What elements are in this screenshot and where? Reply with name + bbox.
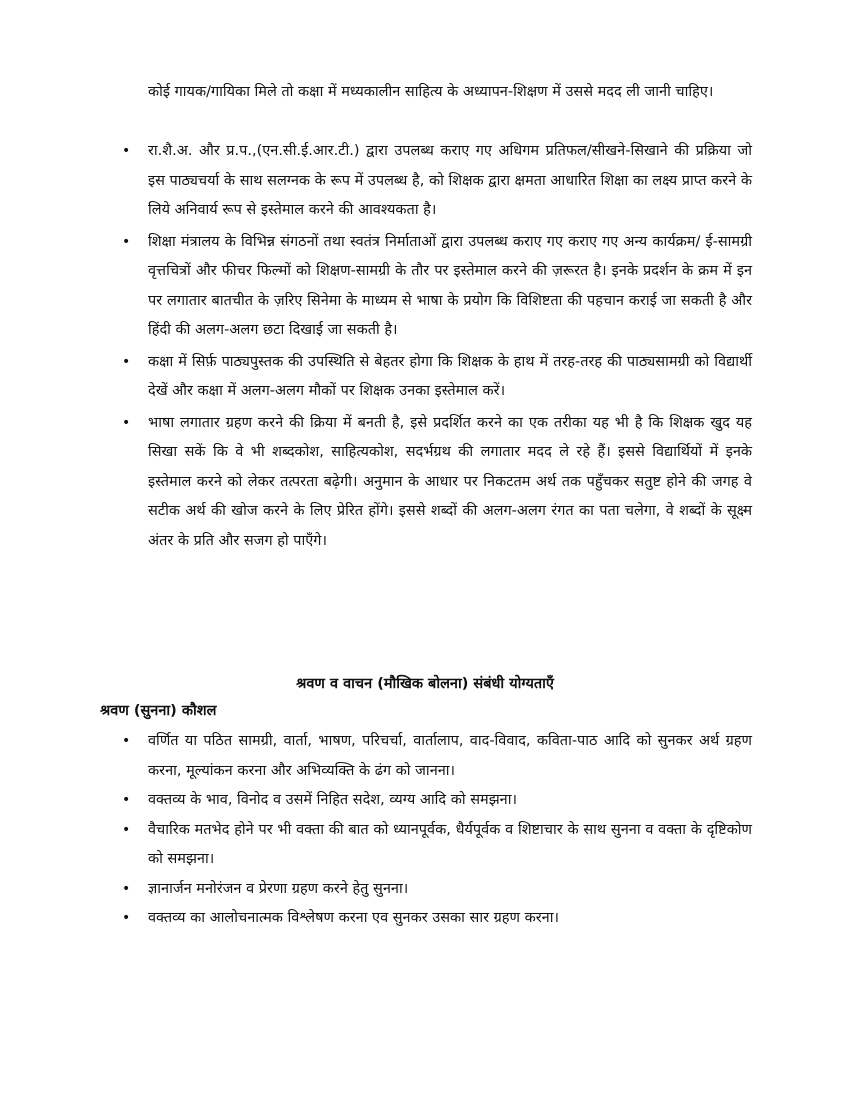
list-item-text: शिक्षा मंत्रालय के विभिन्न संगठनों तथा स्वतंत्र निर्माताओं द्वारा उपलब्ध कराए गए कराए गए अन्य कार्यक्रम/ ई-सामग्री वृत्तचित्रों और फीचर फिल्मों को शिक्षण-सामग्री के तौर पर इस्तेमाल करने की ज़रूरत है। इनके प्रदर्शन के क्रम में इन पर लगातार बातचीत के ज़रिए सिनेमा के माध्यम से भाषा के प्रयोग कि विशिष्टता की पहचान कराई जा सकती है और हिंदी की अलग-अलग छटा दिखाई जा सकती है। [148,233,752,338]
list-item [0,409,850,557]
list-item [0,875,850,905]
list-item-text: वक्तव्य का आलोचनात्मक विश्लेषण करना एव सुनकर उसका सार ग्रहण करना। [148,910,559,926]
list-item-text: कक्षा में सिर्फ़ पाठ्यपुस्तक की उपस्थिति से बेहतर होगा कि शिक्षक के हाथ में तरह-तरह की पाठ्यसामग्री को विद्यार्थी देखें और कक्षा में अलग-अलग मौकों पर शिक्षक उनका इस्तेमाल करें। [148,353,752,399]
bullet-icon: • [122,733,131,749]
subheading: श्रवण (सुनना) कौशल [100,703,217,719]
bullet-icon: • [122,821,131,838]
section-heading: श्रवण व वाचन (मौखिक बोलना) संबंधी योग्यताएँ [296,676,554,692]
listening-bullet-list [0,727,850,934]
bullet-icon: • [122,414,131,431]
list-item-text: भाषा लगातार ग्रहण करने की क्रिया में बनती है, इसे प्रदर्शित करने का एक तरीका यह भी है कि शिक्षक खुद यह सिखा सकें कि वे भी शब्दकोश, साहित्यकोश, सदर्भग्रथ की लगातार मदद ले रहे हैं। इससे विद्यार्थियों में इनके इस्तेमाल करने को लेकर तत्परता बढ़ेगी। अनुमान के आधार पर निकटतम अर्थ तक पहुँचकर सतुष्ट होने की जगह वे सटीक अर्थ की खोज करने के लिए प्रेरित होंगे। इससे शब्दों की अलग-अलग रंगत का पता चलेगा, वे शब्दों के सूक्ष्म अंतर के प्रति और सजग हो पाएँगे। [148,414,752,549]
list-item-text: रा.शै.अ. और प्र.प.,(एन.सी.ई.आर.टी.) द्वारा उपलब्ध कराए गए अधिगम प्रतिफल/सीखने-सिखाने की प्रक्रिया जो इस पाठ्यचर्या के साथ सलग्नक के रूप में उपलब्ध है, को शिक्षक द्वारा क्षमता आधारित शिक्षा का लक्ष्य प्राप्त करने के लिये अनिवार्य रूप से इस्तेमाल करने की आवश्यकता है। [148,143,752,218]
list-item [0,904,850,934]
list-item-text: वर्णित या पठित सामग्री, वार्ता, भाषण, परिचर्चा, वार्तालाप, वाद-विवाद, कविता-पाठ आदि को सुनकर अर्थ ग्रहण करना, मूल्यांकन करना और अभिव्यक्ति के ढंग को जानना। [148,733,752,779]
list-item-text: वक्तव्य के भाव, विनोद व उसमें निहित सदेश, व्यग्य आदि को समझना। [148,792,517,808]
intro-continuation: कोई गायक/गायिका मिले तो कक्षा में मध्यकालीन साहित्य के अध्यापन-शिक्षण में उससे मदद ली जानी चाहिए। [148,84,714,100]
list-item [0,816,850,875]
top-bullet-list [0,137,850,556]
list-item-text: वैचारिक मतभेद होने पर भी वक्ता की बात को ध्यानपूर्वक, धैर्यपूर्वक व शिष्टाचार के साथ सुनना व वक्ता के दृष्टिकोण को समझना। [148,821,752,867]
bullet-icon: • [122,353,131,370]
list-item-text: ज्ञानार्जन मनोरंजन व प्रेरणा ग्रहण करने हेतु सुनना। [148,880,409,897]
bullet-icon: • [122,910,131,926]
bullet-icon: • [122,233,131,250]
list-item [0,137,850,226]
bullet-icon: • [122,880,131,897]
list-item [0,786,850,816]
bullet-icon: • [122,143,131,159]
list-item [0,348,850,407]
list-item [0,228,850,346]
list-item [0,727,850,786]
bullet-icon: • [122,792,131,808]
